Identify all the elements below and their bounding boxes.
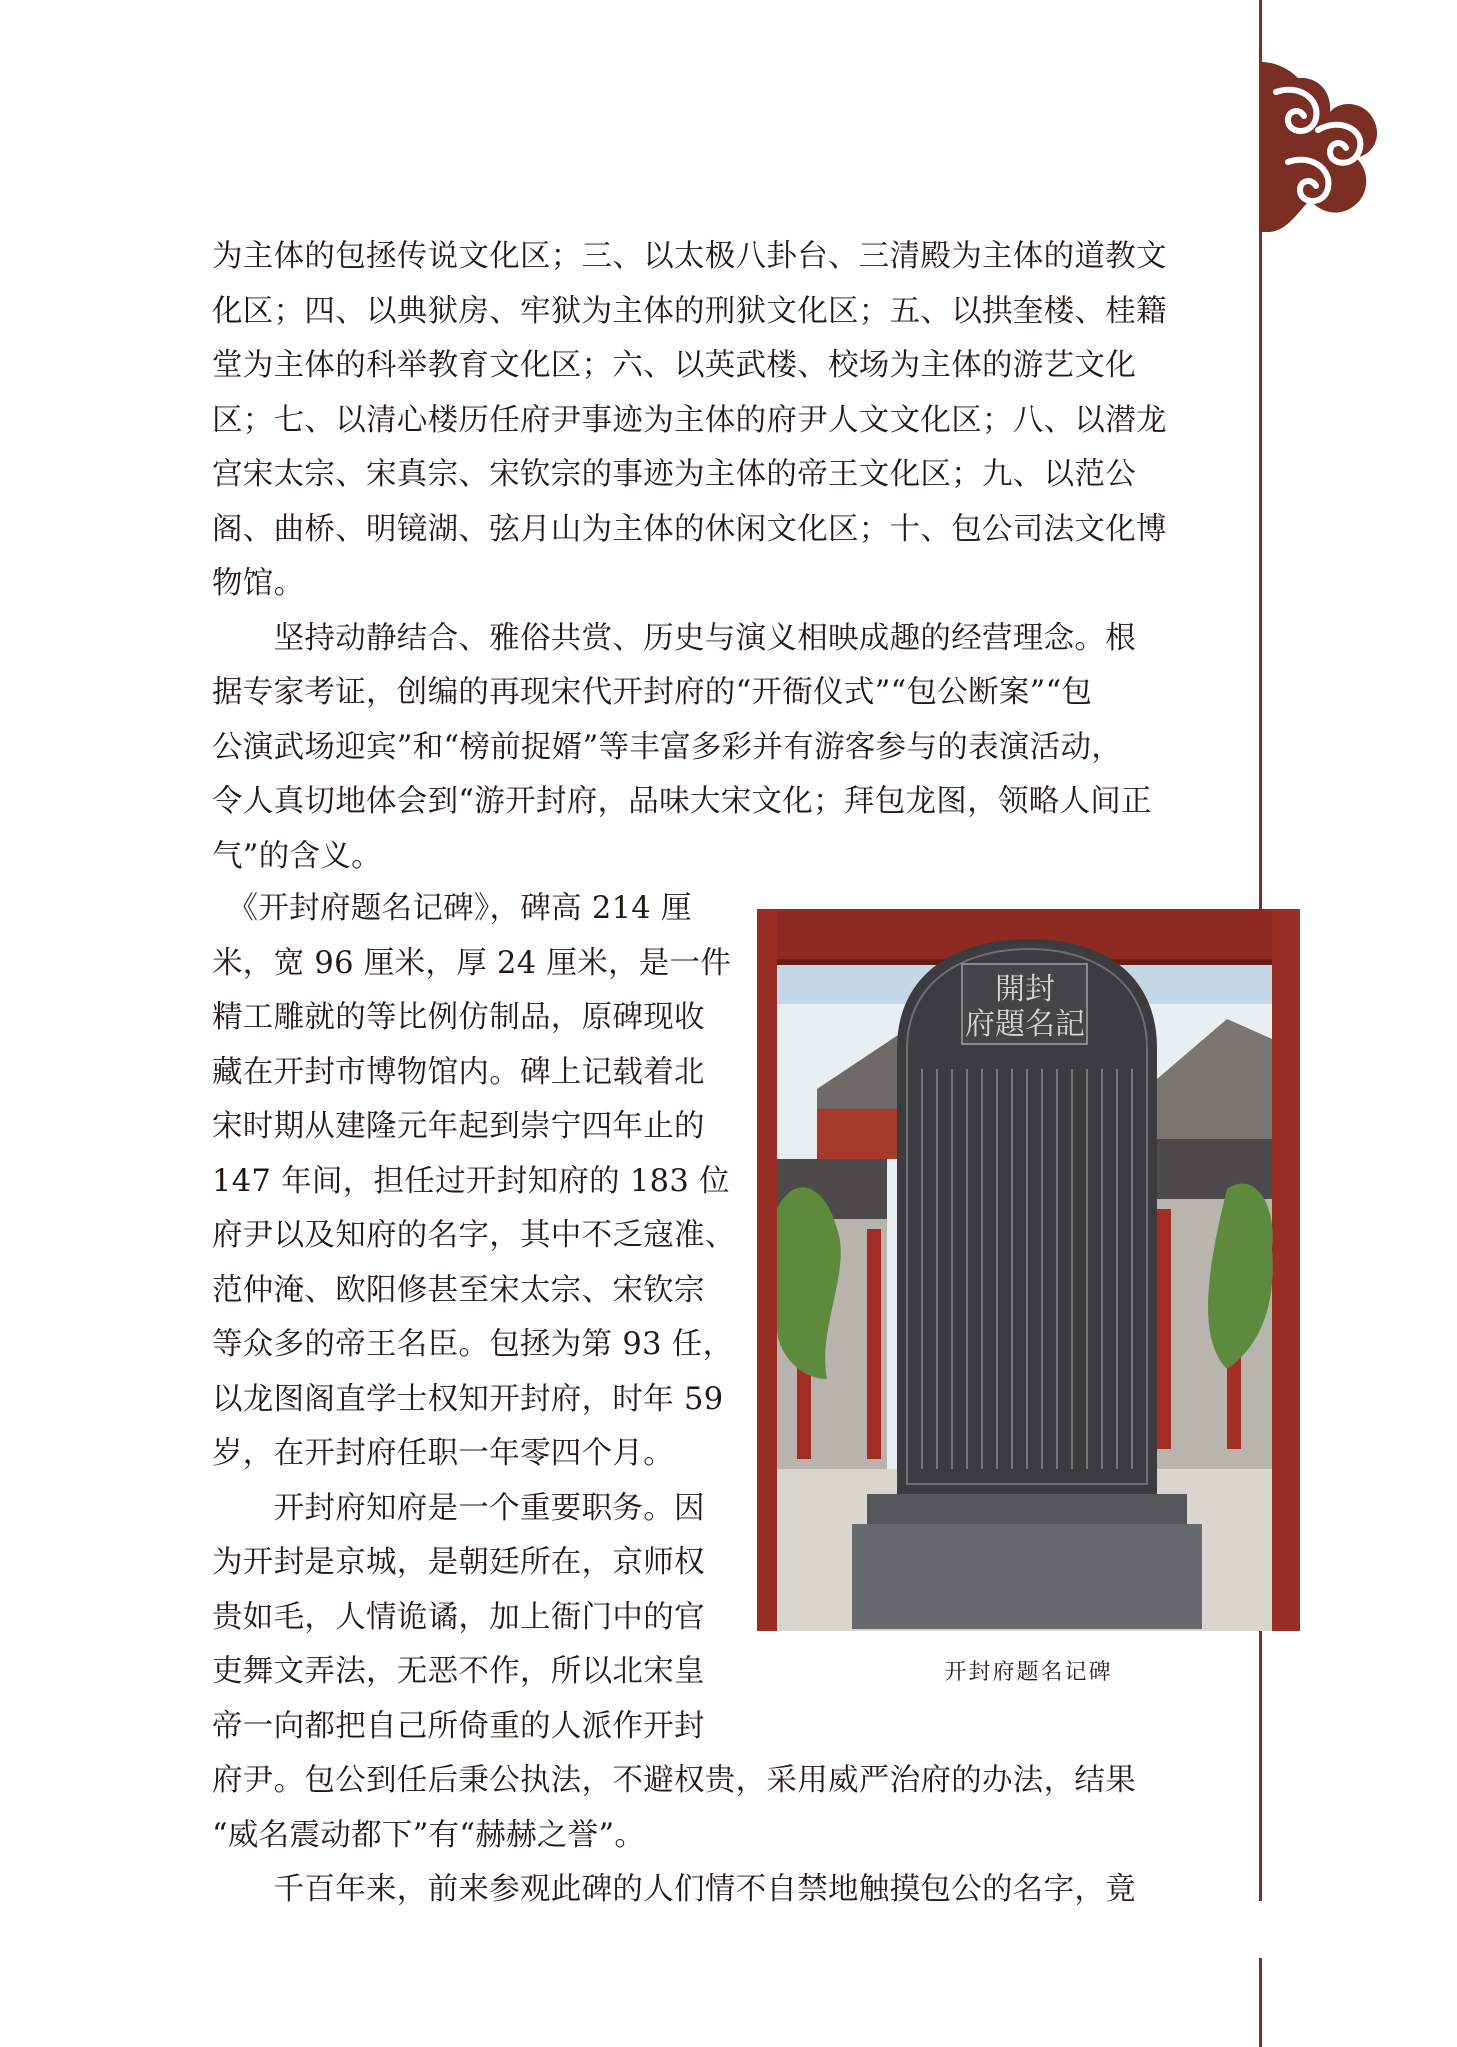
text-line: 府尹以及知府的名字，其中不乏寇准、 xyxy=(212,1218,736,1253)
text-line: 为主体的包拯传说文化区；三、以太极八卦台、三清殿为主体的道教文 xyxy=(212,239,1167,274)
text-line: 帝一向都把自己所倚重的人派作开封 xyxy=(212,1708,705,1744)
text-line: 据专家考证，创编的再现宋代开封府的“开衙仪式”“包公断案”“包 xyxy=(212,675,1093,710)
text-line: 147 年间，担任过开封知府的 183 位 xyxy=(212,1163,730,1199)
text-line: 为开封是京城，是朝廷所在，京师权 xyxy=(212,1545,705,1580)
text-line: 区；七、以清心楼历任府尹事迹为主体的府尹人文文化区；八、以潜龙 xyxy=(212,402,1167,438)
text-line: 精工雕就的等比例仿制品，原碑现收 xyxy=(212,1000,705,1035)
body-text-bottom xyxy=(212,1754,1162,1918)
text-line: 《开封府题名记碑》，碑高 214 厘 xyxy=(212,891,692,926)
text-line: 化区；四、以典狱房、牢狱为主体的刑狱文化区；五、以拱奎楼、桂籍 xyxy=(212,293,1167,329)
text-line: 府尹。包公到任后秉公执法，不避权贵，采用威严治府的办法，结果 xyxy=(212,1763,1136,1798)
body-text-top xyxy=(212,230,1167,884)
tablet-title-row1: 開封 xyxy=(995,972,1055,1007)
text-line: 吏舞文弄法，无恶不作，所以北宋皇 xyxy=(212,1654,705,1689)
text-line: 阁、曲桥、明镜湖、弦月山为主体的休闲文化区；十、包公司法文化博 xyxy=(212,511,1167,547)
cloud-ornament-icon xyxy=(1258,62,1383,232)
text-line: 宋时期从建隆元年起到崇宁四年止的 xyxy=(212,1109,705,1144)
text-line: 米，宽 96 厘米，厚 24 厘米，是一件 xyxy=(212,945,732,981)
text-line: 堂为主体的科举教育文化区；六、以英武楼、校场为主体的游艺文化 xyxy=(212,348,1136,383)
text-line: 坚持动静结合、雅俗共赏、历史与演义相映成趣的经营理念。根 xyxy=(212,620,1136,656)
text-line: 等众多的帝王名臣。包拯为第 93 任， xyxy=(212,1327,734,1362)
text-line: 以龙图阁直学士权知开封府，时年 59 xyxy=(212,1381,724,1417)
text-line: 令人真切地体会到“游开封府，品味大宋文化；拜包龙图，领略人间正 xyxy=(212,784,1152,819)
stele-photo xyxy=(757,909,1300,1631)
text-line: 范仲淹、欧阳修甚至宋太宗、宋钦宗 xyxy=(212,1272,705,1308)
text-line: 开封府知府是一个重要职务。因 xyxy=(212,1490,705,1526)
margin-rule-bottom xyxy=(1259,1958,1262,2047)
text-line: 气”的含义。 xyxy=(212,838,382,874)
tablet-title-row2: 府題名記 xyxy=(965,1007,1085,1042)
body-text-left-column xyxy=(212,882,736,1754)
text-line: “威名震动都下”有“赫赫之誉”。 xyxy=(212,1817,646,1853)
text-line: 藏在开封市博物馆内。碑上记载着北 xyxy=(212,1054,705,1090)
text-line: 物馆。 xyxy=(212,566,305,601)
text-line: 岁，在开封府任职一年零四个月。 xyxy=(212,1436,674,1471)
text-line: 公演武场迎宾”和“榜前捉婿”等丰富多彩并有游客参与的表演活动， xyxy=(212,729,1123,765)
photo-caption: 开封府题名记碑 xyxy=(944,1660,1113,1685)
text-line: 千百年来，前来参观此碑的人们情不自禁地触摸包公的名字，竟 xyxy=(212,1872,1136,1907)
text-line: 宫宋太宗、宋真宗、宋钦宗的事迹为主体的帝王文化区；九、以范公 xyxy=(212,457,1136,492)
text-line: 贵如毛，人情诡谲，加上衙门中的官 xyxy=(212,1599,705,1635)
